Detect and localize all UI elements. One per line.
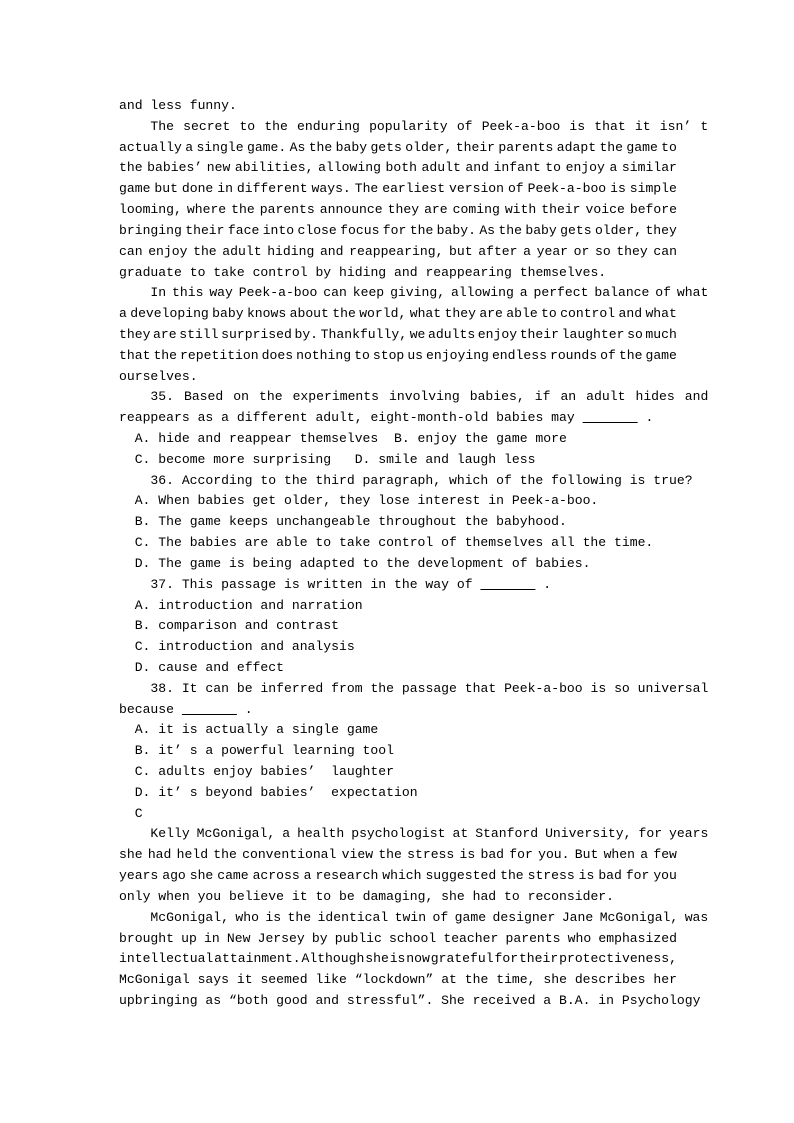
answer-blank[interactable] [182,702,237,717]
text-line: graduate to take control by hiding and reappearing themselves. [119,264,607,280]
question-q38 [119,679,709,804]
answer-blank[interactable] [583,410,638,425]
question-option[interactable]: A. When babies get older, they lose interest in Peek-a-boo. [134,493,599,509]
question-stem-line: 38. It can be inferred from the passage that Peek-a-boo is so universal [150,680,709,696]
question-stem-line [119,575,677,596]
question-option[interactable]: D. The game is being adapted to the development of babies. [134,555,591,571]
question-option[interactable]: C. introduction and analysis [134,639,355,655]
paragraph [119,908,709,1012]
text-line: can enjoy the adult hiding and reappearing, but after a year or so they can [119,243,677,259]
question-option[interactable]: C. adults enjoy babies’ laughter [134,764,394,779]
question-stem-text: reappears as a different adult, eight-month-old babies may [119,410,583,426]
question-q37 [119,575,677,679]
question-option[interactable]: A. introduction and narration [134,597,363,613]
question-option[interactable]: C. become more surprising D. smile and laugh less [134,451,536,467]
question-option[interactable]: A. hide and reappear themselves B. enjoy the game more [134,431,567,446]
text-line: actually a single game. As the baby gets older, their parents adapt the game to [119,139,677,155]
text-line: she had held the conventional view the stress is bad for you. But when a few [119,847,677,863]
text-line: McGonigal, who is the identical twin of game designer Jane McGonigal, was [150,909,709,925]
paragraph [119,117,709,284]
text-line: Kelly McGonigal, a health psychologist at Stanford University, for years [150,826,709,842]
text-line: ourselves. [119,368,198,384]
text-line: upbringing as “both good and stressful”. She received a B.A. in Psychology [119,992,701,1008]
question-stem-tail: . [236,701,253,717]
text-line: McGonigal says it seemed like “lockdown” at the time, she describes her [119,972,677,988]
question-stem-text: 37. This passage is written in the way of [150,576,481,592]
question-q36 [119,471,693,575]
question-q35 [119,387,709,470]
answer-blank[interactable] [480,577,535,592]
text-line: intellectual attainment. Although she is now grateful for their protectiveness, [119,951,677,967]
text-line: The secret to the enduring popularity of Peek-a-boo is that it isn’ t [150,118,709,134]
answer-key: C [134,805,143,821]
paragraph [119,283,709,387]
question-stem-line [119,700,677,721]
question-option[interactable]: C. The babies are able to take control of themselves all the time. [134,535,654,551]
text-line: that the repetition does nothing to stop us enjoying endless rounds of the game [119,347,677,363]
paragraph [119,96,677,117]
question-option[interactable]: D. cause and effect [134,659,284,675]
question-option[interactable]: A. it is actually a single game [134,722,379,738]
question-option[interactable]: B. it’ s a powerful learning tool [134,743,394,759]
question-stem-line: 35. Based on the experiments involving babies, if an adult hides and [150,389,709,405]
text-line: a developing baby knows about the world, what they are able to control and what [119,306,677,322]
text-line: they are still surprised by. Thankfully, we adults enjoy their laughter so much [119,326,677,342]
text-line: brought up in New Jersey by public school teacher parents who emphasized [119,930,677,946]
question-stem-tail: . [535,576,552,592]
text-line: only when you believe it to be damaging, she had to reconsider. [119,888,615,904]
question-option[interactable]: B. The game keeps unchangeable throughout the babyhood. [134,514,567,530]
text-line: bringing their face into close focus for the baby. As the baby gets older, they [119,222,677,238]
text-line: years ago she came across a research which suggested the stress is bad for you [119,868,677,884]
text-line: and less funny. [119,98,237,113]
question-stem-text: because [119,701,182,717]
text-line: game but done in different ways. The earliest version of Peek-a-boo is simple [119,181,677,197]
text-line: the babies’ new abilities, allowing both adult and infant to enjoy a similar [119,160,677,176]
question-stem-tail: . [637,410,654,426]
question-stem-line [119,408,677,429]
question-stem-line: 36. According to the third paragraph, which of the following is true? [150,472,693,488]
text-line: looming, where the parents announce they are coming with their voice before [119,202,677,218]
text-column [119,96,709,1012]
question-option[interactable]: B. comparison and contrast [134,618,339,634]
question-option[interactable]: D. it’ s beyond babies’ expectation [134,784,418,800]
text-line: In this way Peek-a-boo can keep giving, allowing a perfect balance of what [150,285,709,301]
paragraph [119,824,709,907]
